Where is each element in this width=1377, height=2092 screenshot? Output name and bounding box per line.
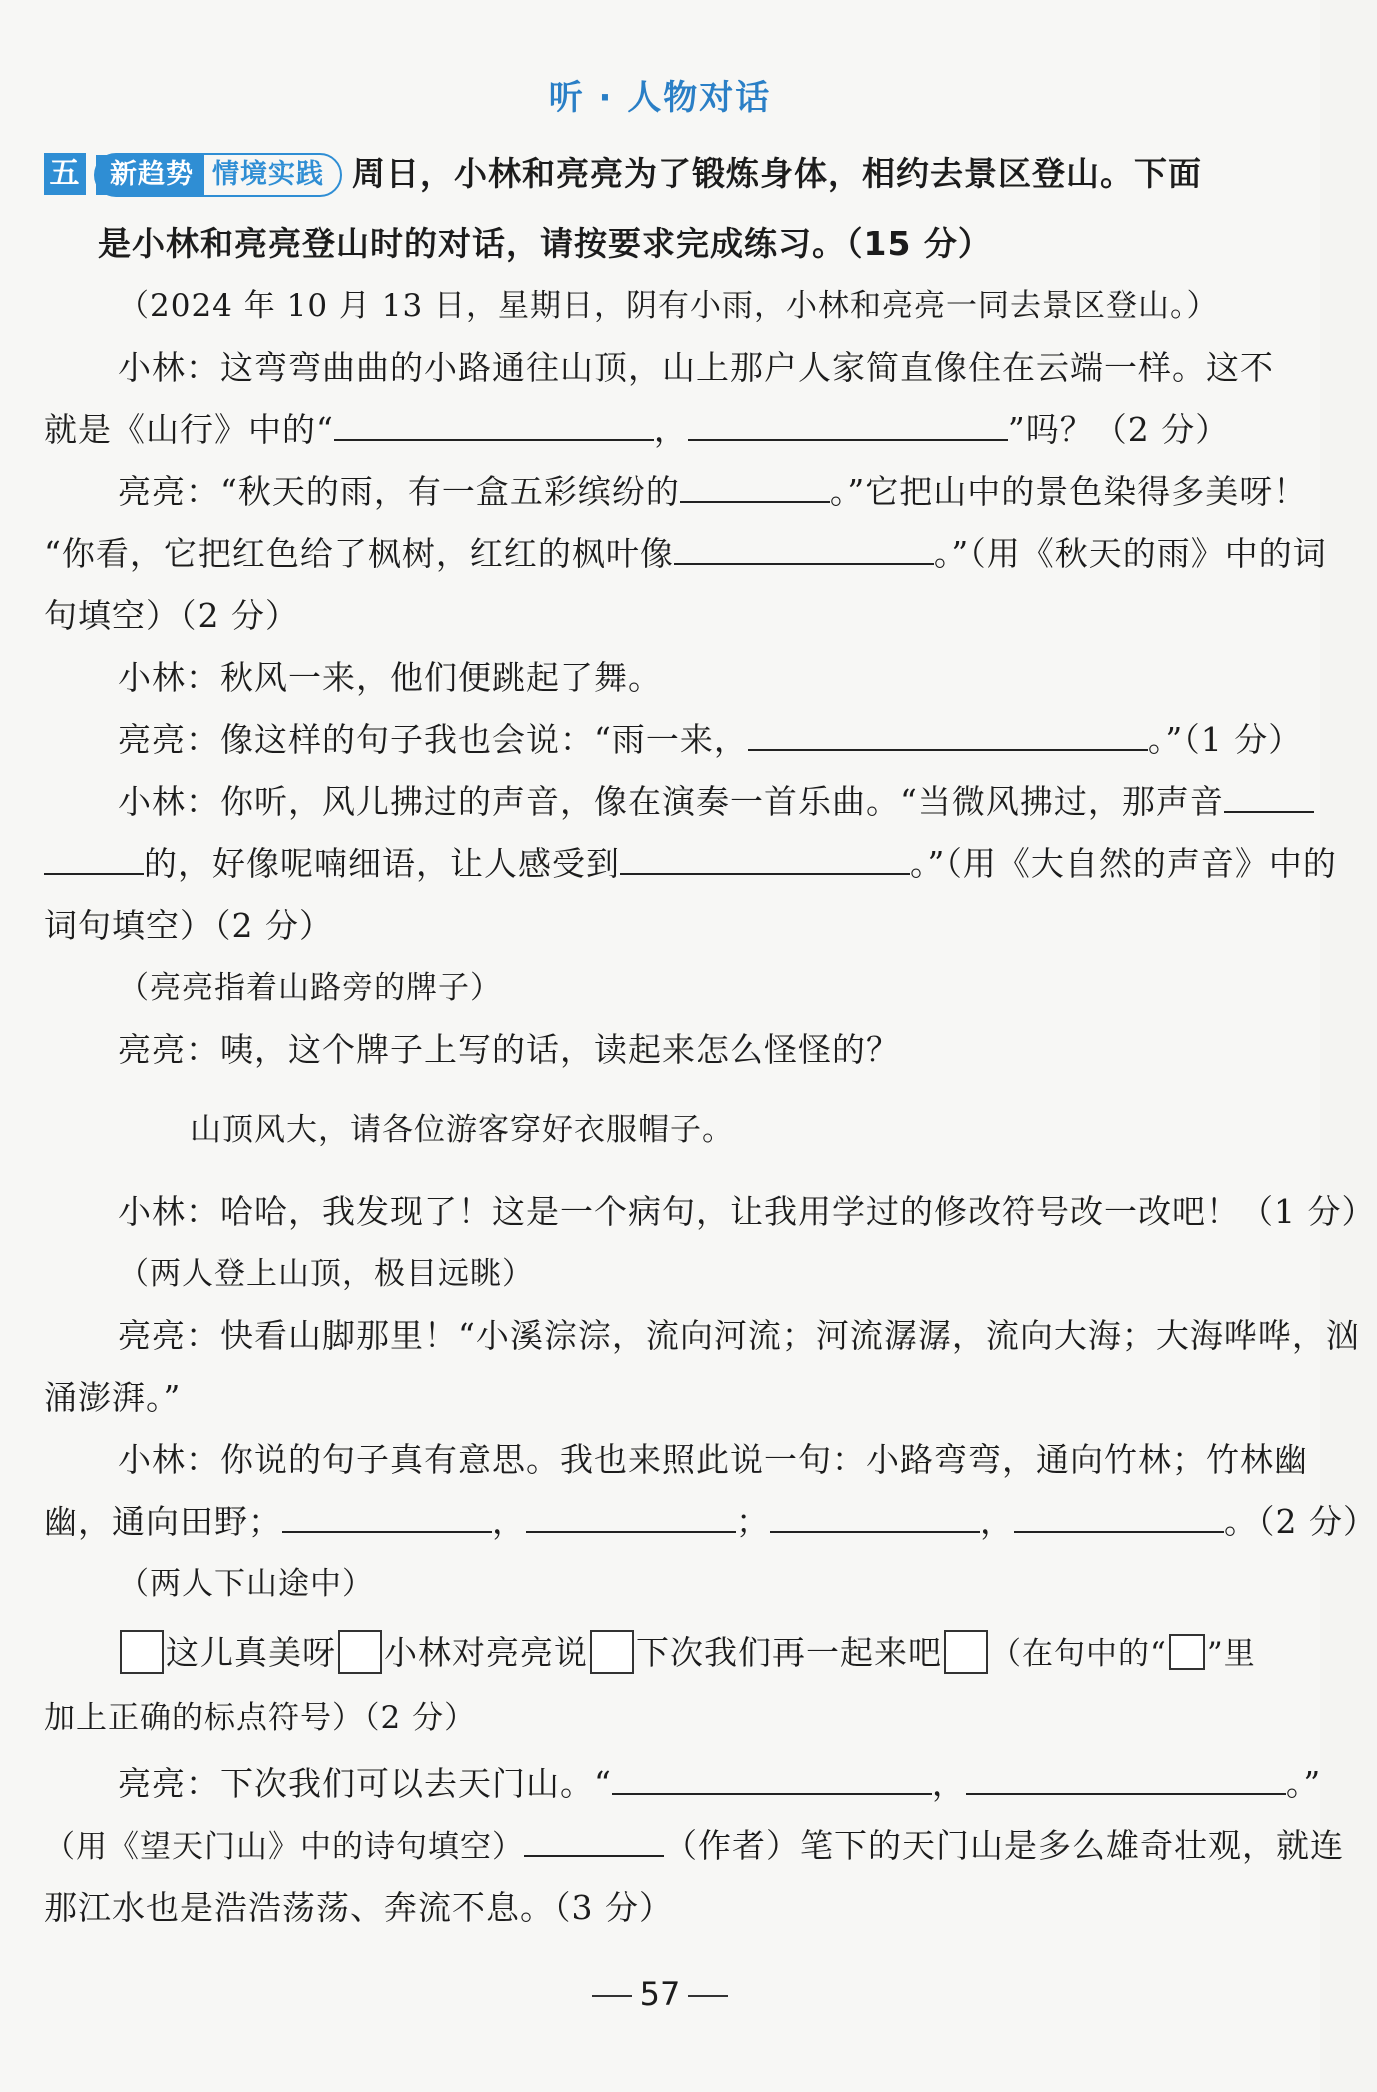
- dialogue-line: 的，好像呢喃细语，让人感受到 。”（用《大自然的声音》中的: [44, 842, 1337, 886]
- dialogue-line: 亮亮：像这样的句子我也会说：“雨一来， 。”（1 分）: [118, 720, 1303, 759]
- answer-blank[interactable]: [1014, 1501, 1224, 1533]
- instruction-line: 加上正确的标点符号）（2 分）: [44, 1700, 477, 1736]
- answer-blank[interactable]: [524, 1825, 664, 1857]
- answer-blank[interactable]: [282, 1501, 492, 1533]
- page-number: 57: [0, 1975, 1320, 2013]
- answer-blank[interactable]: [44, 843, 144, 875]
- answer-blank[interactable]: [612, 1763, 932, 1795]
- dialogue-line: 就是《山行》中的“ ， ”吗？（2 分）: [44, 410, 1230, 449]
- dash-right: [688, 1995, 728, 1997]
- scene-note-3: （两人登上山顶，极目远眺）: [118, 1256, 534, 1292]
- answer-blank[interactable]: [1224, 781, 1314, 813]
- dialogue-line: （用《望天门山》中的诗句填空） （作者）笔下的天门山是多么雄奇壮观，就连: [44, 1826, 1344, 1865]
- dialogue-line: 小林：这弯弯曲曲的小路通往山顶，山上那户人家简直像住在云端一样。这不: [118, 348, 1274, 387]
- punctuation-box[interactable]: [944, 1630, 988, 1674]
- punctuation-box[interactable]: [120, 1630, 164, 1674]
- question-intro-line-2: 是小林和亮亮登山时的对话，请按要求完成练习。（15 分）: [98, 224, 992, 263]
- dialogue-line: 幽，通向田野； ， ； ， 。（2 分）: [44, 1502, 1377, 1541]
- dialogue-line: 小林：你听，风儿拂过的声音，像在演奏一首乐曲。“当微风拂过，那声音: [118, 780, 1314, 824]
- tag-sub: 情境实践: [212, 159, 324, 190]
- dialogue-line: 那江水也是浩浩荡荡、奔流不息。（3 分）: [44, 1888, 673, 1927]
- answer-blank[interactable]: [674, 533, 934, 565]
- dialogue-line: “你看，它把红色给了枫树，红红的枫叶像 。”（用《秋天的雨》中的词: [44, 534, 1327, 573]
- dialogue-line: 亮亮：“秋天的雨，有一盒五彩缤纷的 。”它把山中的景色染得多美呀！: [118, 472, 1308, 511]
- dialogue-line: 小林：哈哈，我发现了！这是一个病句，让我用学过的修改符号改一改吧！（1 分）: [118, 1192, 1376, 1231]
- answer-blank[interactable]: [620, 843, 910, 875]
- punctuation-box[interactable]: [590, 1630, 634, 1674]
- dash-left: [592, 1995, 632, 1997]
- instruction-line: 词句填空）（2 分）: [44, 906, 333, 945]
- answer-blank[interactable]: [770, 1501, 980, 1533]
- answer-blank[interactable]: [688, 409, 1008, 441]
- tag-main: 新趋势: [96, 155, 204, 195]
- dialogue-line: 亮亮：快看山脚那里！“小溪淙淙，流向河流；河流潺潺，流向大海；大海哗哗，汹: [118, 1316, 1360, 1355]
- answer-blank[interactable]: [526, 1501, 736, 1533]
- question-tag: [94, 153, 342, 197]
- section-header: 听 · 人物对话: [548, 78, 772, 118]
- answer-blank[interactable]: [680, 471, 830, 503]
- dialogue-line: 亮亮：咦，这个牌子上写的话，读起来怎么怪怪的？: [118, 1030, 900, 1069]
- question-number-badge: 五: [44, 153, 86, 195]
- instruction-line: 句填空）（2 分）: [44, 596, 299, 635]
- sign-sentence: 山顶风大，请各位游客穿好衣服帽子。: [190, 1112, 734, 1148]
- dialogue-line: 亮亮：下次我们可以去天门山。“ ， 。”: [118, 1764, 1322, 1803]
- scene-note-1: （2024 年 10 月 13 日，星期日，阴有小雨，小林和亮亮一同去景区登山。）: [118, 288, 1219, 324]
- question-intro-text-1: 周日，小林和亮亮为了锻炼身体，相约去景区登山。下面: [352, 154, 1202, 193]
- answer-blank[interactable]: [966, 1763, 1286, 1795]
- punctuation-exercise-line: 这儿真美呀 小林对亮亮说 下次我们再一起来吧 （在句中的“ ”里: [118, 1630, 1256, 1676]
- answer-blank[interactable]: [748, 719, 1148, 751]
- scene-note-2: （亮亮指着山路旁的牌子）: [118, 970, 502, 1006]
- dialogue-line: 涌澎湃。”: [44, 1378, 182, 1417]
- scene-note-4: （两人下山途中）: [118, 1566, 374, 1602]
- example-box-icon: [1169, 1634, 1205, 1670]
- punctuation-box[interactable]: [338, 1630, 382, 1674]
- question-intro-line-1: [44, 152, 1202, 197]
- dialogue-line: 小林：你说的句子真有意思。我也来照此说一句：小路弯弯，通向竹林；竹林幽: [118, 1440, 1308, 1479]
- answer-blank[interactable]: [334, 409, 654, 441]
- dialogue-line: 小林：秋风一来，他们便跳起了舞。: [118, 658, 662, 697]
